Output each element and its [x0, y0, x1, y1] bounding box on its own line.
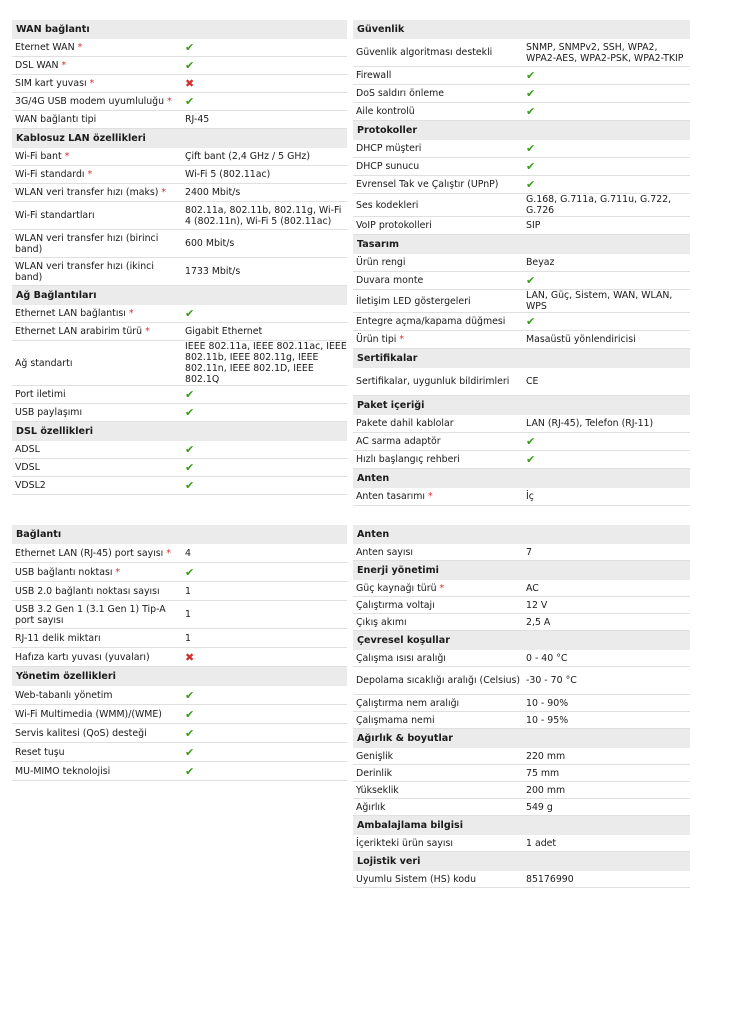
spec-row: [353, 695, 690, 712]
spec-label: [12, 389, 182, 400]
section-title-cevresel-kosullar: Çevresel koşullar: [353, 631, 690, 650]
spec-label: [12, 652, 182, 663]
spec-label: [353, 334, 523, 345]
spec-label-text: Port iletimi: [15, 389, 66, 400]
spec-row: [353, 451, 690, 469]
check-icon: ✔: [185, 707, 195, 721]
check-icon: ✔: [526, 160, 536, 173]
spec-value: 0 - 40 °C: [526, 652, 568, 664]
spec-value: SNMP, SNMPv2, SSH, WPA2, WPA2-AES, WPA2-PSK, WPA2-TKIP: [526, 41, 684, 64]
spec-row: [12, 386, 347, 404]
spec-label: [12, 462, 182, 473]
section-title-paket-icerigi: Paket içeriği: [353, 396, 690, 415]
spec-row: [12, 230, 347, 258]
spec-label: [353, 617, 523, 628]
spec-label-text: Ses kodekleri: [356, 199, 419, 211]
spec-label-text: Hızlı başlangıç rehberi: [356, 454, 460, 465]
spec-row: [12, 459, 347, 477]
spec-label: [353, 802, 523, 813]
spec-label-text: VoIP protokolleri: [356, 220, 432, 231]
spec-label: [353, 47, 523, 58]
spec-label: [353, 715, 523, 726]
spec-label-text: WAN bağlantı tipi: [15, 114, 97, 125]
spec-label: [353, 454, 523, 465]
spec-label-text: Ethernet LAN bağlantısı: [15, 308, 126, 319]
check-icon: ✔: [526, 142, 536, 155]
spec-label: [12, 42, 182, 53]
spec-label: [353, 785, 523, 796]
spec-label-text: Ağ standartı: [15, 357, 73, 369]
spec-row: [12, 743, 347, 762]
spec-row: [353, 580, 690, 597]
spec-label: [353, 768, 523, 779]
check-icon: ✔: [526, 87, 536, 100]
spec-label: [12, 633, 182, 644]
spec-label: [12, 210, 182, 221]
spec-value: Gigabit Ethernet: [185, 326, 263, 337]
spec-label: [353, 436, 523, 447]
check-icon: ✔: [185, 41, 195, 54]
spec-row: [353, 799, 690, 816]
spec-label: [12, 233, 182, 255]
spec-value: LAN (RJ-45), Telefon (RJ-11): [526, 418, 654, 429]
spec-label-text: DSL WAN: [15, 60, 59, 71]
spec-row: [353, 667, 690, 695]
spec-value: 1: [185, 609, 191, 620]
spec-value: İç: [526, 491, 534, 502]
spec-row: [353, 313, 690, 331]
spec-label: [12, 326, 182, 337]
spec-value: IEEE 802.11a, IEEE 802.11ac, IEEE 802.11b, IEEE 802.11g, IEEE 802.11n, IEEE 802.1D, IEEE 802.1Q: [185, 341, 347, 385]
right-bottom-block: [353, 525, 690, 888]
spec-label: [12, 407, 182, 418]
spec-value: 75 mm: [526, 767, 560, 779]
spec-value: 549 g: [526, 801, 553, 813]
spec-row: [12, 148, 347, 166]
spec-row: [353, 871, 690, 888]
spec-row: [353, 597, 690, 614]
spec-value: 7: [526, 546, 532, 558]
check-icon: ✔: [185, 461, 195, 474]
spec-label-text: Anten sayısı: [356, 546, 413, 558]
spec-label-text: WLAN veri transfer hızı (maks): [15, 187, 159, 198]
required-marker: *: [158, 187, 167, 198]
spec-label: [353, 275, 523, 286]
spec-label: [353, 376, 523, 387]
spec-row: [353, 433, 690, 451]
spec-row: [12, 705, 347, 724]
spec-label: [353, 418, 523, 429]
spec-row: [353, 415, 690, 433]
check-icon: ✔: [185, 745, 195, 759]
check-icon: ✔: [185, 59, 195, 72]
spec-label: [353, 600, 523, 611]
spec-label-text: VDSL: [15, 462, 40, 473]
spec-label-text: Güç kaynağı türü: [356, 582, 437, 594]
section-title-dsl-ozellikleri: DSL özellikleri: [12, 422, 347, 441]
required-marker: *: [424, 491, 433, 502]
check-icon: ✔: [526, 435, 536, 448]
section-title-kablosuz-lan-ozellikleri: Kablosuz LAN özellikleri: [12, 129, 347, 148]
spec-label-text: Wi-Fi standardı: [15, 169, 85, 180]
spec-label: [12, 586, 182, 597]
spec-label: [353, 874, 523, 885]
required-marker: *: [164, 96, 172, 107]
spec-label: [353, 583, 523, 594]
spec-label-text: Ağırlık: [356, 801, 386, 813]
spec-label-text: Firewall: [356, 70, 392, 81]
section-title-anten: Anten: [353, 525, 690, 544]
spec-label-text: Sertifikalar, uygunluk bildirimleri: [356, 376, 510, 387]
spec-row: [353, 39, 690, 67]
spec-label: [12, 690, 182, 701]
check-icon: ✔: [185, 726, 195, 740]
spec-row: [12, 441, 347, 459]
spec-label-text: Çıkış akımı: [356, 616, 407, 628]
required-marker: *: [436, 582, 445, 594]
section-title-ambalajlama-bilgisi: Ambalajlama bilgisi: [353, 816, 690, 835]
required-marker: *: [58, 60, 67, 71]
spec-label-text: DHCP müşteri: [356, 143, 422, 154]
spec-value: LAN, Güç, Sistem, WAN, WLAN, WPS: [526, 290, 673, 312]
spec-value: Beyaz: [526, 257, 555, 268]
spec-value: 1: [185, 585, 191, 597]
spec-label-text: Depolama sıcaklığı aralığı (Celsius): [356, 675, 521, 686]
spec-row: [353, 782, 690, 799]
spec-label-text: USB paylaşımı: [15, 407, 83, 418]
check-icon: ✔: [526, 105, 536, 118]
spec-row: [353, 544, 690, 561]
spec-label: [353, 653, 523, 664]
spec-row: [353, 835, 690, 852]
spec-label: [353, 106, 523, 117]
spec-label: [12, 728, 182, 739]
spec-row: [353, 650, 690, 667]
section-title-baglanti: Bağlantı: [12, 525, 347, 544]
required-marker: *: [86, 78, 95, 89]
spec-row: [12, 57, 347, 75]
spec-label: [353, 220, 523, 231]
spec-label: [12, 96, 182, 107]
spec-row: [353, 290, 690, 313]
spec-label-text: Ethernet LAN (RJ-45) port sayısı: [15, 547, 164, 559]
spec-label-text: İçerikteki ürün sayısı: [356, 837, 453, 849]
spec-value: AC: [526, 582, 539, 594]
spec-label: [12, 747, 182, 758]
spec-label: [12, 78, 182, 89]
spec-value: 2400 Mbit/s: [185, 187, 241, 198]
spec-label-text: Anten tasarımı: [356, 491, 425, 502]
spec-row: [12, 563, 347, 582]
spec-value: G.168, G.711a, G.711u, G.722, G.726: [526, 194, 672, 216]
section-title-anten: Anten: [353, 469, 690, 488]
spec-row: [353, 614, 690, 631]
spec-label-text: Eternet WAN: [15, 42, 75, 53]
spec-row: [12, 341, 347, 386]
spec-row: [12, 323, 347, 341]
section-title-lojistik-veri: Lojistik veri: [353, 852, 690, 871]
check-icon: ✔: [526, 69, 536, 82]
spec-value: 220 mm: [526, 750, 566, 762]
check-icon: ✔: [185, 565, 195, 579]
spec-row: [12, 404, 347, 422]
required-marker: *: [125, 308, 134, 319]
spec-label: [12, 766, 182, 777]
spec-row: [353, 67, 690, 85]
spec-label-text: DoS saldırı önleme: [356, 88, 445, 99]
check-icon: ✔: [526, 274, 536, 287]
spec-row: [12, 166, 347, 184]
spec-label: [353, 698, 523, 709]
spec-label: [12, 444, 182, 455]
required-marker: *: [61, 151, 70, 162]
spec-label-text: 3G/4G USB modem uyumluluğu: [15, 96, 165, 107]
spec-row: [353, 85, 690, 103]
spec-label-text: Web-tabanlı yönetim: [15, 689, 113, 701]
check-icon: ✔: [526, 315, 536, 328]
spec-label-text: Pakete dahil kablolar: [356, 418, 454, 429]
spec-label: [12, 709, 182, 720]
spec-row: [353, 254, 690, 272]
check-icon: ✔: [526, 453, 536, 466]
section-title-enerji-yonetimi: Enerji yönetimi: [353, 561, 690, 580]
spec-value: 4: [185, 547, 191, 559]
spec-label: [12, 114, 182, 125]
spec-row: [12, 111, 347, 129]
spec-row: [353, 140, 690, 158]
spec-value: 85176990: [526, 873, 574, 885]
spec-label: [353, 179, 523, 190]
spec-label-text: USB 2.0 bağlantı noktası sayısı: [15, 585, 160, 597]
spec-label: [353, 838, 523, 849]
section-title-wan-baglanti: WAN bağlantı: [12, 20, 347, 39]
spec-label: [12, 151, 182, 162]
spec-value: 2,5 A: [526, 616, 551, 628]
spec-value: 1: [185, 632, 191, 644]
section-title-guvenlik: Güvenlik: [353, 20, 690, 39]
cross-icon: ✖: [185, 77, 195, 90]
left-bottom-block: [12, 525, 347, 781]
left-top-block: [12, 20, 347, 495]
spec-row: [12, 582, 347, 601]
spec-row: [12, 75, 347, 93]
required-marker: *: [74, 42, 83, 53]
spec-value: 200 mm: [526, 784, 566, 796]
spec-row: [12, 724, 347, 743]
spec-label: [12, 60, 182, 71]
spec-label: [353, 88, 523, 99]
spec-row: [12, 93, 347, 111]
check-icon: ✔: [185, 764, 195, 778]
spec-row: [353, 331, 690, 349]
required-marker: *: [84, 169, 93, 180]
spec-value: CE: [526, 376, 539, 387]
spec-value: 10 - 90%: [526, 697, 569, 709]
spec-label-text: Wi-Fi bant: [15, 151, 62, 162]
spec-label-text: Aile kontrolü: [356, 106, 415, 117]
spec-label-text: WLAN veri transfer hızı (ikinci band): [15, 260, 154, 283]
spec-label-text: DHCP sunucu: [356, 161, 420, 172]
spec-label-text: Hafıza kartı yuvası (yuvaları): [15, 651, 150, 663]
spec-label-text: Duvara monte: [356, 275, 424, 286]
spec-row: [12, 686, 347, 705]
spec-label: [12, 548, 182, 559]
required-marker: *: [163, 547, 171, 559]
spec-label-text: Güvenlik algoritması destekli: [356, 47, 493, 58]
spec-value: Çift bant (2,4 GHz / 5 GHz): [185, 151, 310, 162]
spec-label-text: Wi-Fi Multimedia (WMM)/(WME): [15, 708, 162, 720]
spec-label-text: Ethernet LAN arabirim türü: [15, 326, 143, 337]
spec-value: Masaüstü yönlendiricisi: [526, 334, 636, 345]
spec-row: [12, 258, 347, 286]
spec-label-text: SIM kart yuvası: [15, 78, 87, 89]
spec-label-text: Entegre açma/kapama düğmesi: [356, 316, 506, 327]
spec-row: [353, 103, 690, 121]
spec-label-text: İletişim LED göstergeleri: [356, 295, 471, 307]
spec-value: 802.11a, 802.11b, 802.11g, Wi-Fi 4 (802.11n), Wi-Fi 5 (802.11ac): [185, 204, 342, 227]
spec-row: [353, 272, 690, 290]
check-icon: ✔: [185, 388, 195, 401]
spec-label-text: Uyumlu Sistem (HS) kodu: [356, 873, 477, 885]
spec-label: [353, 161, 523, 172]
spec-label: [353, 70, 523, 81]
check-icon: ✔: [185, 688, 195, 702]
spec-row: [12, 601, 347, 629]
spec-label: [353, 316, 523, 327]
spec-label: [353, 751, 523, 762]
spec-value: RJ-45: [185, 114, 210, 125]
spec-row: [12, 39, 347, 57]
spec-value: 12 V: [526, 599, 548, 611]
spec-label-text: Çalışmama nemi: [356, 714, 435, 726]
required-marker: *: [112, 566, 121, 578]
spec-row: [12, 477, 347, 495]
spec-label: [353, 675, 523, 686]
check-icon: ✔: [185, 307, 195, 320]
spec-label: [353, 200, 523, 211]
spec-label: [12, 480, 182, 491]
spec-label-text: Wi-Fi standartları: [15, 210, 95, 221]
check-icon: ✔: [526, 178, 536, 191]
spec-label-text: Ürün tipi: [356, 334, 397, 345]
spec-label-text: USB bağlantı noktası: [15, 566, 113, 578]
spec-label-text: MU-MIMO teknolojisi: [15, 765, 111, 777]
spec-label-text: USB 3.2 Gen 1 (3.1 Gen 1) Tip-A port sayısı: [15, 603, 166, 626]
spec-label-text: WLAN veri transfer hızı (birinci band): [15, 232, 159, 255]
spec-value: SIP: [526, 220, 541, 231]
spec-label: [353, 257, 523, 268]
spec-row: [353, 158, 690, 176]
spec-label: [12, 358, 182, 369]
spec-row: [12, 762, 347, 781]
spec-label-text: Reset tuşu: [15, 746, 65, 758]
spec-value: 1 adet: [526, 837, 557, 849]
required-marker: *: [396, 334, 405, 345]
spec-label-text: Genişlik: [356, 750, 394, 762]
spec-row: [353, 712, 690, 729]
section-title-tasarim: Tasarım: [353, 235, 690, 254]
spec-row: [353, 217, 690, 235]
spec-label: [353, 491, 523, 502]
spec-row: [12, 629, 347, 648]
check-icon: ✔: [185, 479, 195, 492]
spec-label: [12, 567, 182, 578]
spec-label-text: RJ-11 delik miktarı: [15, 632, 101, 644]
spec-row: [12, 648, 347, 667]
spec-label: [353, 143, 523, 154]
check-icon: ✔: [185, 443, 195, 456]
spec-row: [12, 305, 347, 323]
section-title-yonetim-ozellikleri: Yönetim özellikleri: [12, 667, 347, 686]
spec-label: [353, 547, 523, 558]
spec-label: [12, 187, 182, 198]
spec-label-text: ADSL: [15, 444, 40, 455]
spec-label-text: AC sarma adaptör: [356, 436, 441, 447]
right-top-block: [353, 20, 690, 506]
spec-row: [353, 488, 690, 506]
spec-label: [12, 308, 182, 319]
check-icon: ✔: [185, 406, 195, 419]
spec-label-text: Servis kalitesi (QoS) desteği: [15, 727, 147, 739]
spec-label: [12, 604, 182, 626]
spec-value: 600 Mbit/s: [185, 238, 235, 249]
spec-label-text: Derinlik: [356, 767, 393, 779]
section-title-agirlik-boyutlar: Ağırlık & boyutlar: [353, 729, 690, 748]
required-marker: *: [142, 326, 150, 337]
spec-row: [12, 544, 347, 563]
spec-row: [353, 176, 690, 194]
spec-label-text: Çalıştırma voltajı: [356, 599, 435, 611]
spec-value: -30 - 70 °C: [526, 675, 577, 686]
section-title-protokoller: Protokoller: [353, 121, 690, 140]
cross-icon: ✖: [185, 650, 195, 664]
spec-row: [353, 194, 690, 217]
spec-label: [353, 296, 523, 307]
section-title-ag-baglantilari: Ağ Bağlantıları: [12, 286, 347, 305]
spec-label-text: Yükseklik: [356, 784, 399, 796]
spec-value: 10 - 95%: [526, 714, 569, 726]
spec-label-text: VDSL2: [15, 480, 46, 491]
spec-value: Wi-Fi 5 (802.11ac): [185, 169, 271, 180]
spec-row: [12, 202, 347, 230]
spec-row: [353, 748, 690, 765]
check-icon: ✔: [185, 95, 195, 108]
spec-row: [353, 765, 690, 782]
spec-label: [12, 261, 182, 283]
spec-row: [353, 368, 690, 396]
spec-label-text: Evrensel Tak ve Çalıştır (UPnP): [356, 179, 499, 190]
spec-label: [12, 169, 182, 180]
spec-label-text: Ürün rengi: [356, 257, 406, 268]
spec-value: 1733 Mbit/s: [185, 266, 241, 277]
spec-label-text: Çalıştırma nem aralığı: [356, 697, 460, 709]
spec-row: [12, 184, 347, 202]
section-title-sertifikalar: Sertifikalar: [353, 349, 690, 368]
spec-label-text: Çalışma ısısı aralığı: [356, 652, 446, 664]
